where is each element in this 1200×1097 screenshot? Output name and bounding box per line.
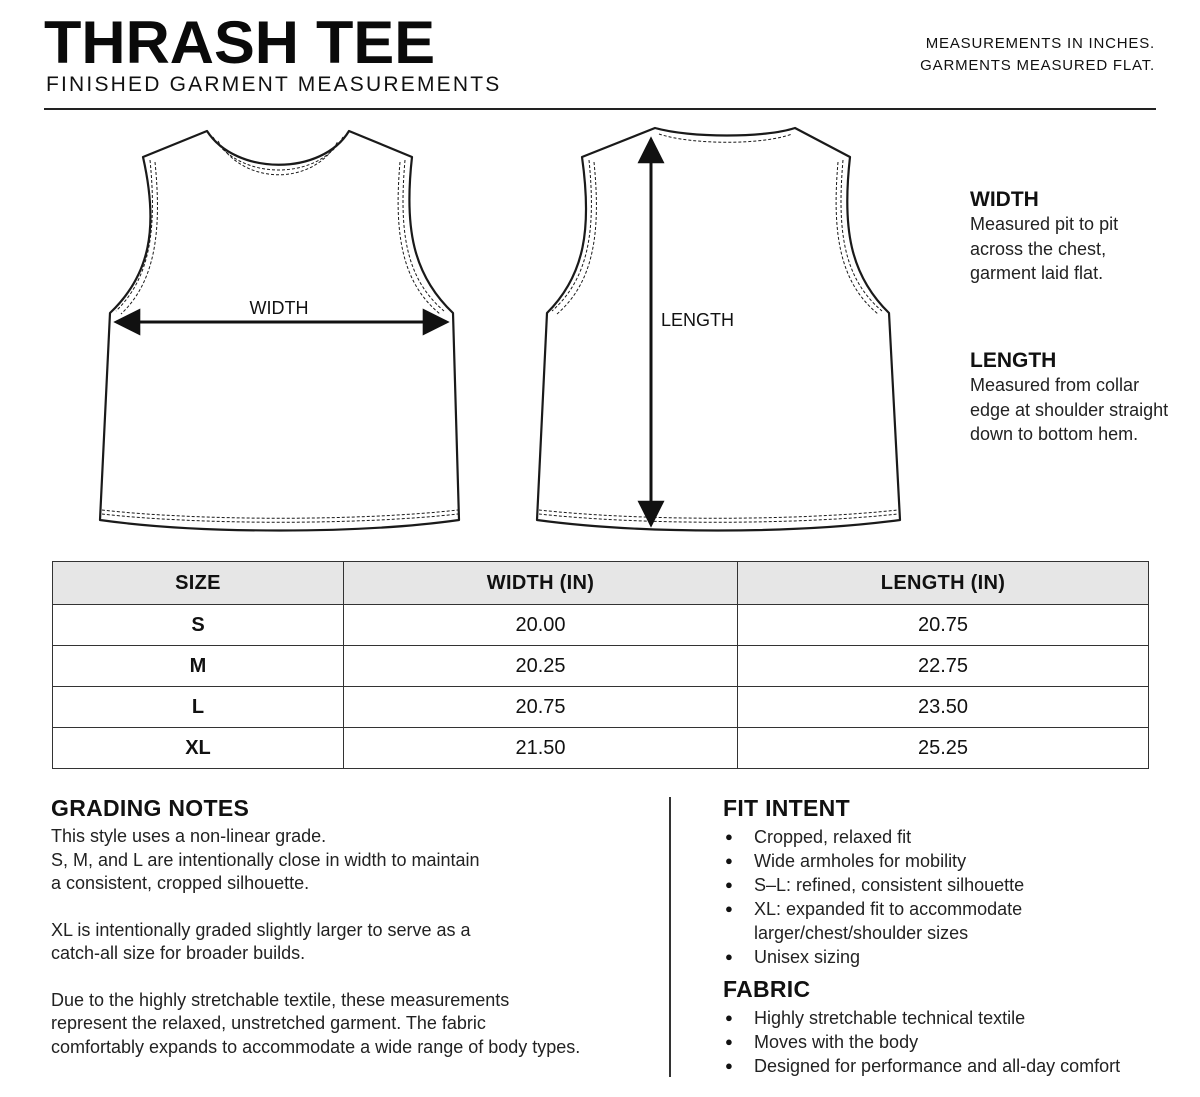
list-item: ● Designed for performance and all-day comfort bbox=[723, 1054, 1183, 1078]
width-definition-text: Measured pit to pit across the chest, garment laid flat. bbox=[970, 214, 1119, 283]
table-row bbox=[53, 687, 1149, 728]
column-header-size: SIZE bbox=[53, 562, 344, 605]
width-cell: 21.50 bbox=[344, 728, 738, 769]
length-definition bbox=[970, 349, 1170, 447]
size-cell: L bbox=[53, 687, 344, 728]
measurement-note-line: GARMENTS MEASURED FLAT. bbox=[920, 57, 1155, 74]
fabric-title: FABRIC bbox=[723, 976, 811, 1002]
page-subtitle: FINISHED GARMENT MEASUREMENTS bbox=[46, 73, 502, 96]
width-cell: 20.00 bbox=[344, 605, 738, 646]
length-definition-text: Measured from collar edge at shoulder straight down to bottom hem. bbox=[970, 375, 1169, 444]
list-item: ● XL: expanded fit to accommodate larger/chest/shoulder sizes bbox=[723, 897, 1183, 945]
fabric-section bbox=[723, 976, 1183, 1078]
table-row bbox=[53, 605, 1149, 646]
front-tee-outline bbox=[100, 131, 459, 531]
grading-notes-section bbox=[51, 795, 651, 1082]
width-definition-title: WIDTH bbox=[970, 188, 1039, 211]
list-item: ● Highly stretchable technical textile bbox=[723, 1006, 1183, 1030]
length-cell: 20.75 bbox=[738, 605, 1149, 646]
size-cell: S bbox=[53, 605, 344, 646]
length-diagram-label: LENGTH bbox=[661, 310, 735, 330]
width-definition bbox=[970, 188, 1170, 286]
grading-paragraph: Due to the highly stretchable textile, these measurements represent the relaxed, unstretched garment. The fabric comfortably expands to accommodate a wide range of body types. bbox=[51, 989, 581, 1057]
grading-paragraph: This style uses a non-linear grade. S, M, and L are intentionally close in width to maintain a consistent, cropped silhouette. bbox=[51, 826, 480, 893]
table-row bbox=[53, 646, 1149, 687]
list-item: ● Wide armholes for mobility bbox=[723, 849, 1183, 873]
fabric-list bbox=[723, 1006, 1183, 1078]
column-header-length: LENGTH (IN) bbox=[738, 562, 1149, 605]
length-cell: 25.25 bbox=[738, 728, 1149, 769]
list-item: ● Unisex sizing bbox=[723, 945, 1183, 969]
length-cell: 22.75 bbox=[738, 646, 1149, 687]
size-cell: M bbox=[53, 646, 344, 687]
measurement-note-line: MEASUREMENTS IN INCHES. bbox=[925, 35, 1155, 52]
grading-notes-title: GRADING NOTES bbox=[51, 795, 250, 821]
grading-paragraph: XL is intentionally graded slightly larger to serve as a catch-all size for broader builds. bbox=[51, 919, 471, 963]
column-header-width: WIDTH (IN) bbox=[344, 562, 738, 605]
measurement-note bbox=[920, 33, 1155, 77]
list-item: ● Cropped, relaxed fit bbox=[723, 825, 1183, 849]
width-diagram-label: WIDTH bbox=[249, 298, 309, 318]
fit-intent-section bbox=[723, 795, 1183, 969]
fit-intent-title: FIT INTENT bbox=[723, 795, 850, 821]
fit-intent-list bbox=[723, 825, 1183, 969]
list-item: ● S–L: refined, consistent silhouette bbox=[723, 873, 1183, 897]
length-cell: 23.50 bbox=[738, 687, 1149, 728]
size-chart-table bbox=[52, 561, 1149, 769]
section-divider bbox=[669, 797, 671, 1077]
size-cell: XL bbox=[53, 728, 344, 769]
length-definition-title: LENGTH bbox=[970, 349, 1057, 372]
width-cell: 20.75 bbox=[344, 687, 738, 728]
width-cell: 20.25 bbox=[344, 646, 738, 687]
list-item: ● Moves with the body bbox=[723, 1030, 1183, 1054]
page-title: THRASH TEE bbox=[44, 9, 436, 76]
garment-diagram bbox=[0, 110, 960, 550]
front-tee-sketch bbox=[100, 131, 459, 531]
table-header-row bbox=[53, 562, 1149, 605]
table-row bbox=[53, 728, 1149, 769]
